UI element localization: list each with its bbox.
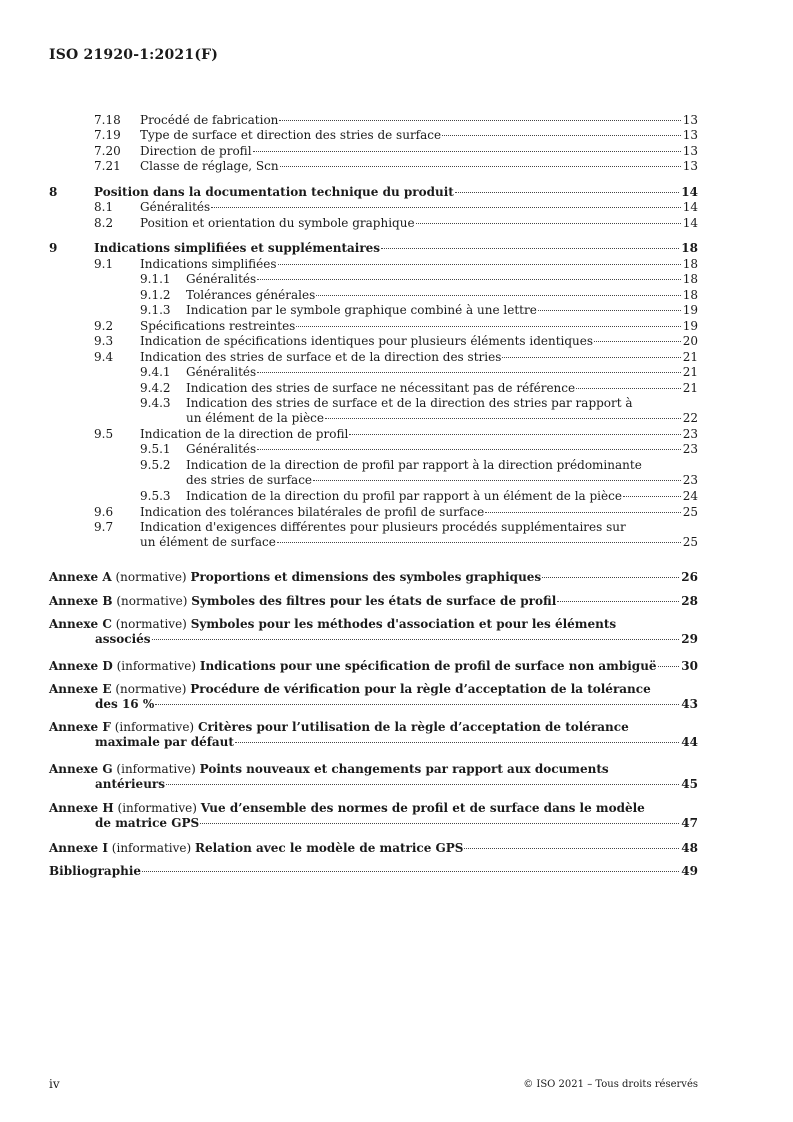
section-number: 8.1	[94, 200, 114, 214]
annex-heading	[49, 594, 556, 609]
entry-page: 13	[682, 113, 698, 127]
annex-type: (informative)	[110, 720, 198, 734]
entry-title: Position dans la documentation technique du produit	[94, 185, 454, 199]
annex-type: (normative)	[111, 570, 191, 584]
entry-title: Généralités	[186, 442, 257, 456]
entry-body	[186, 381, 698, 396]
entry-title: Spécifications restreintes	[140, 319, 296, 333]
entry-page: 22	[682, 411, 698, 425]
annex-label: Bibliographie	[49, 864, 142, 878]
entry-title: Indication des stries de surface et de la direction des stries	[140, 350, 502, 364]
toc-entry[interactable]	[0, 216, 698, 231]
toc-line	[186, 272, 698, 287]
entry-title: Indication d'exigences différentes pour plusieurs procédés supplémentaires sur	[140, 520, 626, 534]
toc-line	[49, 617, 698, 632]
dot-leader	[316, 295, 680, 296]
toc-line	[140, 520, 698, 535]
annex-label: Annexe B	[49, 594, 113, 608]
entry-body	[186, 458, 698, 488]
annex-type: (informative)	[112, 659, 200, 673]
section-number: 9.1.3	[140, 303, 171, 317]
toc-entry[interactable]	[0, 489, 698, 504]
dot-leader	[325, 418, 681, 419]
toc-line	[140, 535, 698, 550]
toc-entry[interactable]	[0, 350, 698, 365]
entry-page: 21	[682, 381, 698, 395]
entry-page: 49	[681, 864, 698, 878]
toc-entry[interactable]	[0, 200, 698, 215]
entry-page: 13	[682, 128, 698, 142]
entry-body	[140, 505, 698, 520]
section-number: 9.5.2	[140, 458, 171, 472]
annex-heading	[49, 570, 541, 585]
entry-body	[140, 200, 698, 215]
entry-page: 18	[682, 272, 698, 286]
dot-leader	[416, 223, 681, 224]
toc-entry[interactable]	[0, 442, 698, 457]
annex-heading	[49, 720, 629, 735]
copyright-notice: © ISO 2021 – Tous droits réservés	[523, 1079, 698, 1090]
entry-page: 19	[682, 319, 698, 333]
entry-page: 13	[682, 159, 698, 173]
annex-label: Annexe E	[49, 682, 112, 696]
section-number: 9.4.3	[140, 396, 171, 410]
entry-body	[140, 319, 698, 334]
toc-line	[186, 473, 698, 488]
dot-leader	[349, 434, 680, 435]
section-number: 7.21	[94, 159, 121, 173]
dot-leader	[485, 512, 680, 513]
toc-entry[interactable]	[0, 113, 698, 128]
section-number: 9.7	[94, 520, 114, 534]
toc-line	[186, 396, 698, 411]
entry-page: 28	[681, 594, 698, 608]
annex-title: Indications pour une spécification de profil de surface non ambiguë	[199, 659, 657, 673]
entry-body	[186, 396, 698, 426]
entry-body	[49, 762, 698, 792]
section-number: 9.4	[94, 350, 114, 364]
annex-type: (informative)	[113, 801, 201, 815]
toc-line	[49, 816, 698, 831]
dot-leader	[296, 326, 680, 327]
section-number: 9.1.2	[140, 288, 171, 302]
entry-title: Généralités	[186, 365, 257, 379]
entry-page: 23	[682, 473, 698, 487]
annex-heading	[49, 617, 616, 632]
toc-line	[49, 682, 698, 697]
dot-leader	[253, 151, 681, 152]
entry-page: 47	[681, 816, 698, 830]
entry-title: Généralités	[140, 200, 211, 214]
dot-leader	[277, 542, 681, 543]
toc-line	[140, 319, 698, 334]
annex-title: Symboles pour les méthodes d'association et pour les éléments	[190, 617, 617, 631]
entry-body	[140, 350, 698, 365]
section-number: 9.5.3	[140, 489, 171, 503]
entry-title: Indication de la direction du profil par rapport à un élément de la pièce	[186, 489, 622, 503]
annex-label: Annexe D	[49, 659, 113, 673]
annex-title: Procédure de vérification pour la règle d’acceptation de la tolérance	[190, 682, 651, 696]
annex-label: Annexe H	[49, 801, 114, 815]
dot-leader	[442, 135, 681, 136]
entry-page: 45	[681, 777, 698, 791]
section-number: 9.1	[94, 257, 114, 271]
toc-entry[interactable]	[0, 241, 698, 256]
toc-entry[interactable]	[0, 272, 698, 287]
annex-title: Critères pour l’utilisation de la règle d’acceptation de tolérance	[197, 720, 629, 734]
section-number: 9.3	[94, 334, 114, 348]
annex-title: Relation avec le modèle de matrice GPS	[195, 841, 464, 855]
entry-title: Indication de spécifications identiques pour plusieurs éléments identiques	[140, 334, 594, 348]
entry-page: 21	[682, 365, 698, 379]
entry-title: Direction de profil	[140, 144, 252, 158]
entry-page: 48	[681, 841, 698, 855]
dot-leader	[455, 192, 679, 193]
toc-entry[interactable]	[0, 505, 698, 520]
dot-leader	[278, 264, 681, 265]
entry-body	[49, 720, 698, 750]
toc-entry[interactable]	[0, 144, 698, 159]
dot-leader	[464, 848, 679, 849]
toc-line	[186, 458, 698, 473]
entry-page: 25	[682, 505, 698, 519]
toc-line	[140, 113, 698, 128]
entry-title: Généralités	[186, 272, 257, 286]
annex-title: associés	[95, 632, 151, 646]
toc-line	[140, 257, 698, 272]
entry-body	[186, 489, 698, 504]
entry-title: Indications simplifiées et supplémentaires	[94, 241, 381, 255]
toc-line	[49, 570, 698, 585]
toc-line	[140, 216, 698, 231]
entry-body	[186, 303, 698, 318]
toc-line	[49, 594, 698, 609]
entry-body	[49, 617, 698, 647]
annex-type: (normative)	[112, 594, 192, 608]
document-header: ISO 21920-1:2021(F)	[49, 47, 219, 63]
toc-line	[140, 350, 698, 365]
toc-entry[interactable]	[0, 365, 698, 380]
annex-title: Vue d’ensemble des normes de profil et de surface dans le modèle	[200, 801, 645, 815]
dot-leader	[235, 742, 679, 743]
toc-line	[140, 200, 698, 215]
annex-type: (informative)	[107, 841, 196, 855]
toc-entry[interactable]	[0, 257, 698, 272]
toc-line	[49, 801, 698, 816]
toc-entry[interactable]	[0, 520, 698, 550]
entry-title: Position et orientation du symbole graphique	[140, 216, 415, 230]
toc-line	[186, 489, 698, 504]
entry-body	[49, 594, 698, 609]
entry-page: 18	[682, 288, 698, 302]
entry-body	[140, 427, 698, 442]
entry-body	[94, 241, 698, 256]
entry-body	[186, 365, 698, 380]
dot-leader	[211, 207, 681, 208]
entry-page: 20	[682, 334, 698, 348]
dot-leader	[623, 496, 681, 497]
toc-entry[interactable]	[0, 381, 698, 396]
dot-leader	[594, 341, 681, 342]
entry-page: 13	[682, 144, 698, 158]
entry-title: Indication des tolérances bilatérales de profil de surface	[140, 505, 485, 519]
toc-line	[140, 505, 698, 520]
entry-title: Indications simplifiées	[140, 257, 277, 271]
section-number: 9.1.1	[140, 272, 171, 286]
entry-page: 14	[682, 216, 698, 230]
annex-type: (informative)	[112, 762, 200, 776]
entry-page: 43	[681, 697, 698, 711]
toc-entry[interactable]	[0, 159, 698, 174]
annex-heading	[49, 659, 657, 674]
entry-title: un élément de la pièce	[186, 411, 325, 425]
dot-leader	[538, 310, 681, 311]
entry-page: 26	[681, 570, 698, 584]
entry-title: des stries de surface	[186, 473, 313, 487]
entry-page: 19	[682, 303, 698, 317]
toc-line	[49, 735, 698, 750]
dot-leader	[313, 480, 681, 481]
annex-heading	[49, 682, 651, 697]
toc-line	[94, 241, 698, 256]
section-number: 7.20	[94, 144, 121, 158]
toc-line	[49, 777, 698, 792]
section-number: 9.5	[94, 427, 114, 441]
toc-line	[49, 659, 698, 674]
annex-label: Annexe A	[49, 570, 112, 584]
dot-leader	[542, 577, 679, 578]
annex-title: des 16 %	[95, 697, 155, 711]
toc-entry[interactable]	[0, 427, 698, 442]
toc-entry[interactable]	[0, 334, 698, 349]
entry-body	[186, 288, 698, 303]
annex-label: Annexe F	[49, 720, 111, 734]
entry-body	[140, 159, 698, 174]
annex-label: Annexe G	[49, 762, 113, 776]
dot-leader	[381, 248, 679, 249]
toc-line	[186, 381, 698, 396]
entry-page: 24	[682, 489, 698, 503]
dot-leader	[142, 871, 679, 872]
toc-line	[49, 720, 698, 735]
toc-line	[140, 334, 698, 349]
entry-body	[140, 113, 698, 128]
entry-body	[140, 216, 698, 231]
toc-line	[140, 427, 698, 442]
entry-title: un élément de surface	[140, 535, 276, 549]
section-number: 9.6	[94, 505, 114, 519]
entry-body	[49, 659, 698, 674]
entry-body	[49, 682, 698, 712]
entry-body	[140, 257, 698, 272]
entry-body	[49, 841, 698, 856]
section-number: 9	[49, 241, 58, 255]
dot-leader	[200, 823, 679, 824]
annex-title: Points nouveaux et changements par rapport aux documents	[199, 762, 609, 776]
toc-entry[interactable]	[0, 396, 698, 426]
entry-title: Tolérances générales	[186, 288, 316, 302]
entry-page: 44	[681, 735, 698, 749]
toc-line	[186, 411, 698, 426]
section-number: 9.4.2	[140, 381, 171, 395]
toc-entry[interactable]	[0, 303, 698, 318]
section-number: 9.4.1	[140, 365, 171, 379]
toc-line	[49, 762, 698, 777]
dot-leader	[155, 704, 679, 705]
toc-entry[interactable]	[0, 319, 698, 334]
toc-line	[49, 697, 698, 712]
annex-label: Annexe C	[49, 617, 112, 631]
entry-body	[49, 864, 698, 879]
dot-leader	[257, 279, 681, 280]
annex-title: Proportions et dimensions des symboles graphiques	[190, 570, 542, 584]
entry-page: 14	[682, 200, 698, 214]
entry-title: Indication des stries de surface et de la direction des stries par rapport à	[186, 396, 633, 410]
toc-entry[interactable]	[0, 458, 698, 488]
toc-line	[94, 185, 698, 200]
toc-line	[186, 442, 698, 457]
section-number: 8	[49, 185, 58, 199]
toc-line	[49, 632, 698, 647]
toc-line	[186, 303, 698, 318]
toc-line	[140, 159, 698, 174]
entry-body	[186, 442, 698, 457]
annex-title: maximale par défaut	[95, 735, 234, 749]
dot-leader	[279, 120, 680, 121]
annex-heading	[49, 801, 645, 816]
dot-leader	[152, 639, 680, 640]
entry-page: 23	[682, 427, 698, 441]
dot-leader	[576, 388, 681, 389]
entry-title: Classe de réglage, Scn	[140, 159, 279, 173]
entry-page: 25	[682, 535, 698, 549]
page-number: iv	[49, 1077, 60, 1091]
annex-label: Annexe I	[49, 841, 108, 855]
entry-body	[140, 334, 698, 349]
dot-leader	[502, 357, 680, 358]
dot-leader	[557, 601, 679, 602]
entry-title: Indication par le symbole graphique combiné à une lettre	[186, 303, 537, 317]
section-number: 7.19	[94, 128, 121, 142]
entry-title: Indication de la direction de profil	[140, 427, 349, 441]
dot-leader	[658, 666, 680, 667]
entry-body	[94, 185, 698, 200]
section-number: 7.18	[94, 113, 121, 127]
entry-page: 21	[682, 350, 698, 364]
annex-type: (normative)	[111, 682, 191, 696]
dot-leader	[280, 166, 681, 167]
toc-entry[interactable]	[0, 288, 698, 303]
entry-page: 29	[681, 632, 698, 646]
dot-leader	[257, 449, 681, 450]
annex-heading	[49, 841, 463, 856]
entry-page: 18	[681, 241, 698, 255]
toc-line	[186, 365, 698, 380]
entry-title: Indication des stries de surface ne nécessitant pas de référence	[186, 381, 576, 395]
annex-heading	[49, 762, 609, 777]
section-number: 9.5.1	[140, 442, 171, 456]
entry-page: 23	[682, 442, 698, 456]
annex-type: (normative)	[111, 617, 191, 631]
entry-page: 30	[681, 659, 698, 673]
toc-entry[interactable]	[0, 128, 698, 143]
toc-line	[49, 841, 698, 856]
entry-body	[49, 801, 698, 831]
section-number: 8.2	[94, 216, 114, 230]
entry-body	[140, 128, 698, 143]
dot-leader	[166, 784, 679, 785]
entry-title: Type de surface et direction des stries de surface	[140, 128, 442, 142]
entry-body	[140, 144, 698, 159]
dot-leader	[257, 372, 681, 373]
entry-title: Indication de la direction de profil par rapport à la direction prédominante	[186, 458, 642, 472]
toc-line	[186, 288, 698, 303]
entry-page: 18	[682, 257, 698, 271]
entry-page: 14	[681, 185, 698, 199]
entry-body	[49, 570, 698, 585]
entry-body	[140, 520, 698, 550]
annex-title: antérieurs	[95, 777, 165, 791]
annex-title: Symboles des filtres pour les états de surface de profil	[191, 594, 557, 608]
section-number: 9.2	[94, 319, 114, 333]
entry-title: Procédé de fabrication	[140, 113, 279, 127]
toc-entry[interactable]	[0, 185, 698, 200]
annex-title: de matrice GPS	[95, 816, 200, 830]
entry-body	[186, 272, 698, 287]
toc-line	[49, 864, 698, 879]
toc-line	[140, 144, 698, 159]
toc-line	[140, 128, 698, 143]
